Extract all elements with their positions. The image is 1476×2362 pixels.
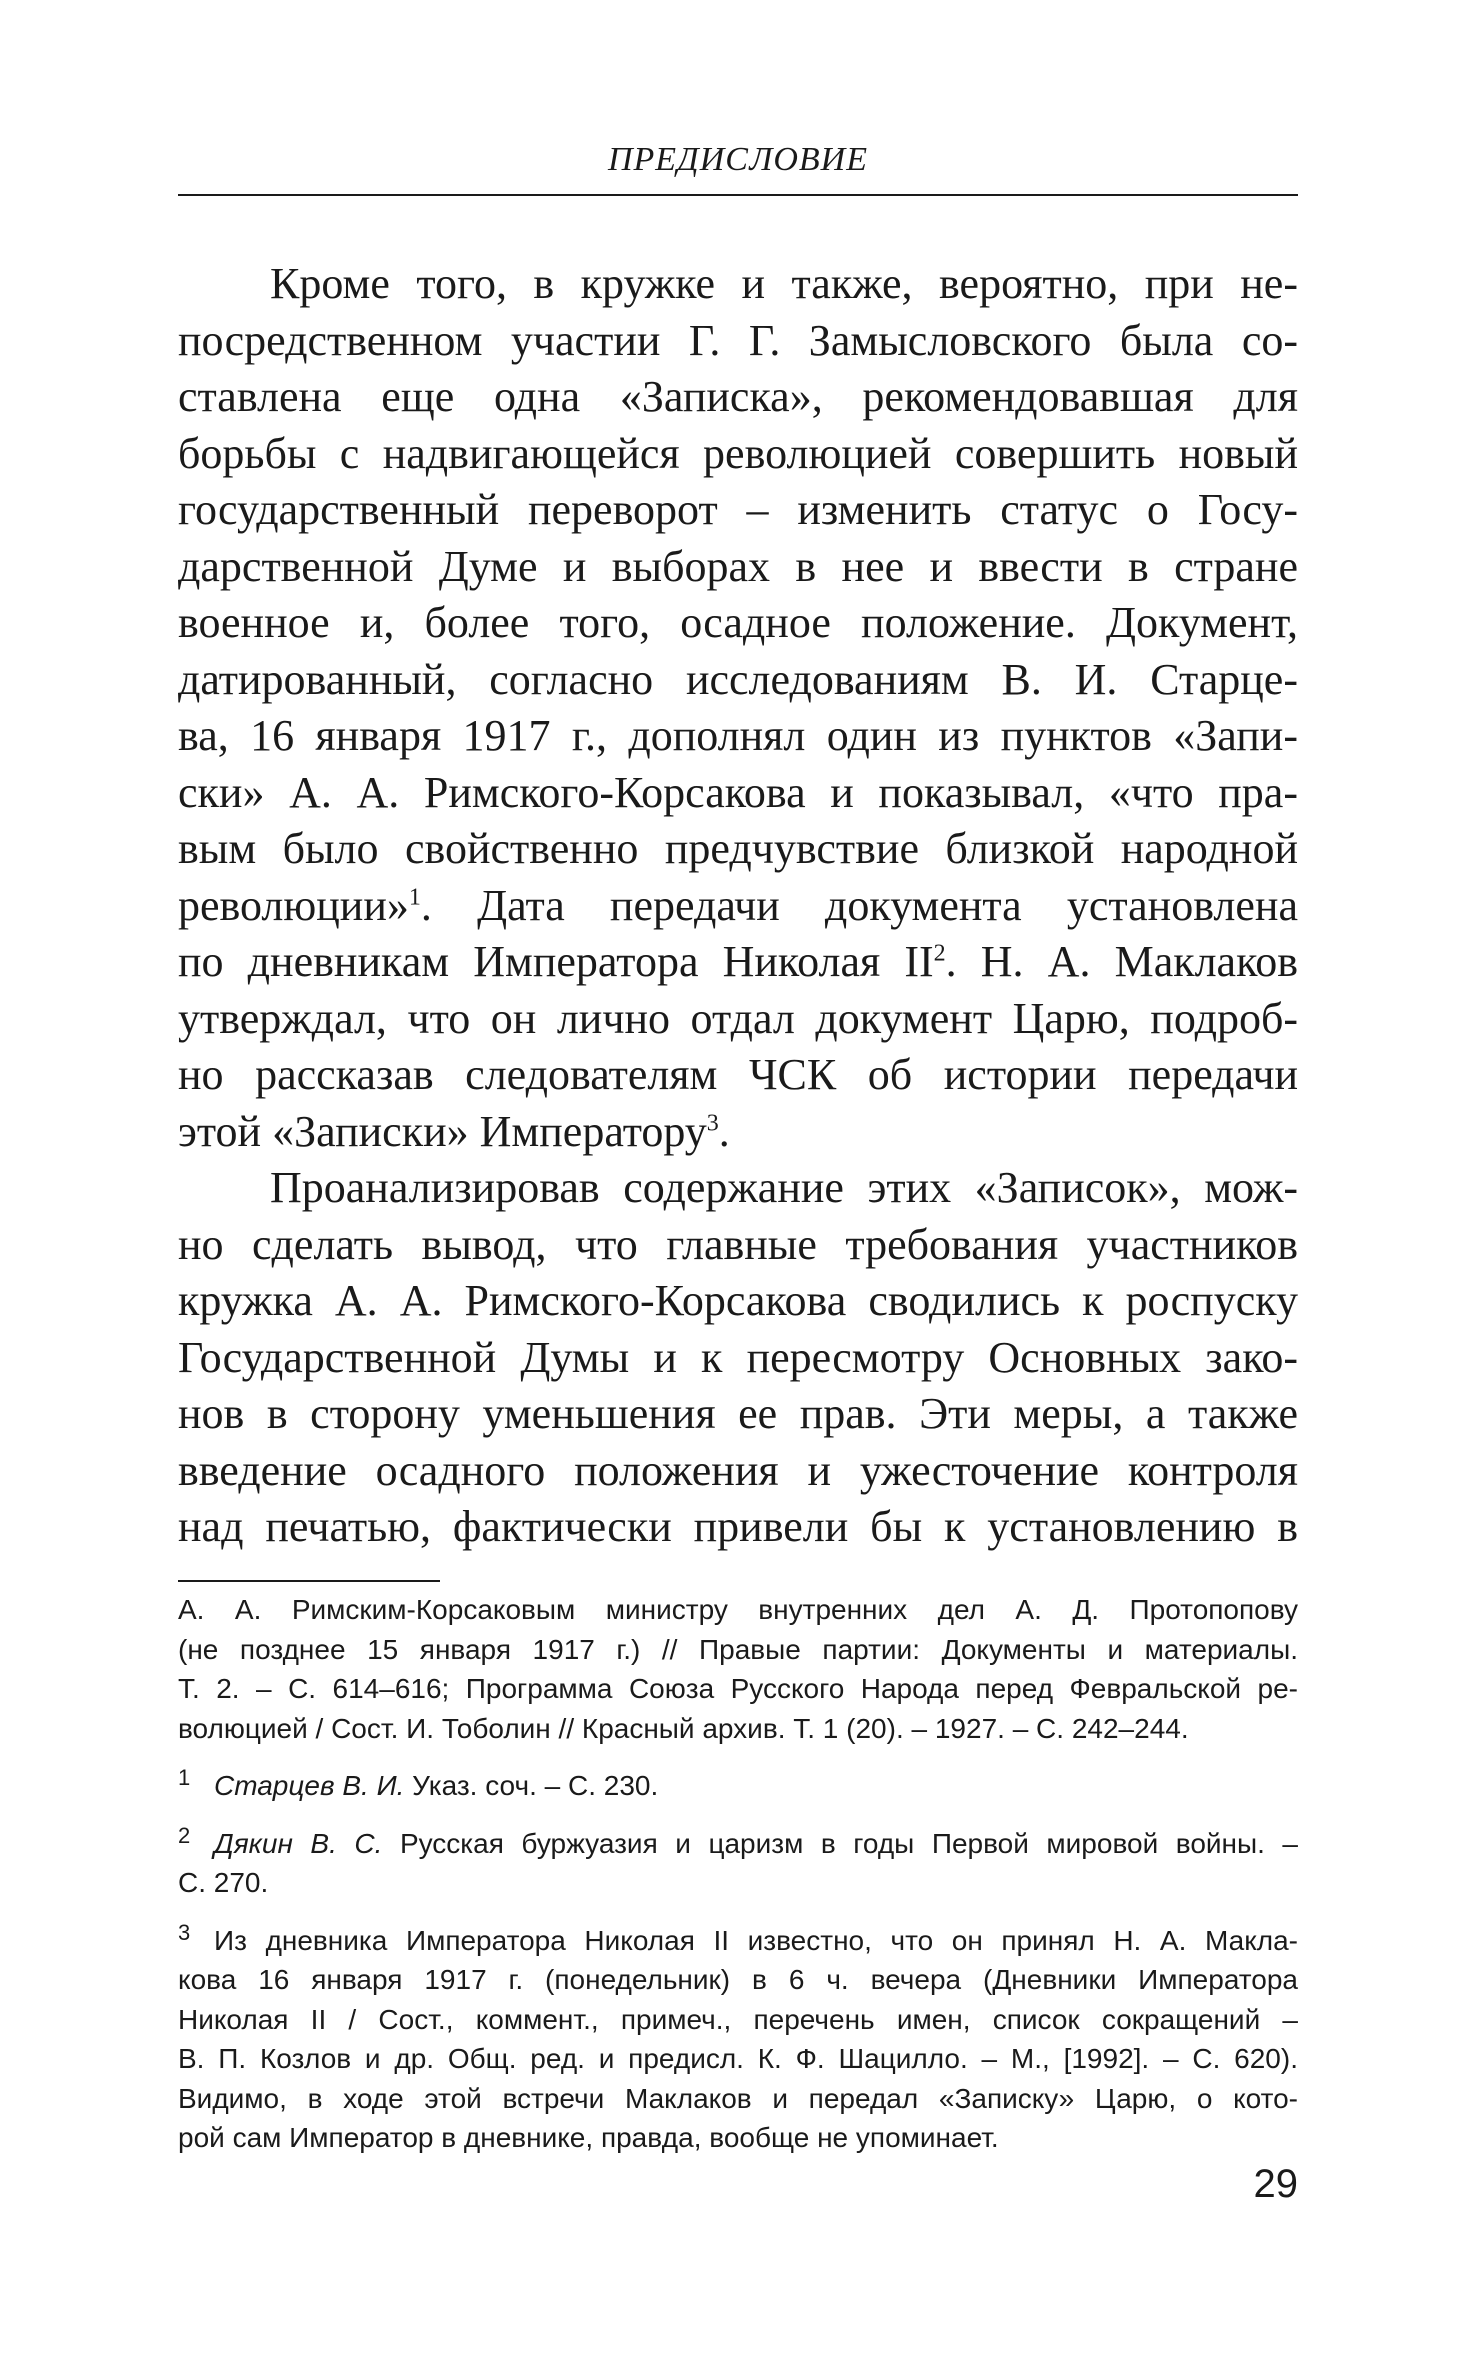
text-line: военное и, более того, осадное положение. Документ,	[178, 598, 1298, 647]
footnote-line: 2 Дякин В. С. Русская буржуазия и царизм в годы Первой мировой войны. –	[178, 1816, 1298, 1864]
text-line: кружка А. А. Римского-Корсакова сводились к роспуску	[178, 1276, 1298, 1325]
footnote-line: Николая II / Сост., коммент., примеч., перечень имен, список сокращений –	[178, 2003, 1298, 2035]
text-line: Государственной Думы и к пересмотру Основных зако-	[178, 1332, 1298, 1382]
footnote-line: (не позднее 15 января 1917 г.) // Правые партии: Документы и материалы.	[178, 1633, 1298, 1665]
footnote-author: Старцев В. И.	[214, 1770, 405, 1801]
header-divider	[178, 194, 1298, 196]
text-line: датированный, согласно исследованиям В. И. Старце-	[178, 654, 1298, 704]
footnote-line: 3 Из дневника Императора Николая II известно, что он принял Н. А. Макла-	[178, 1913, 1298, 1961]
footnote-line: Видимо, в ходе этой встречи Маклаков и передал «Записку» Царю, о кото-	[178, 2082, 1298, 2114]
text-line: нов в сторону уменьшения ее прав. Эти меры, а также	[178, 1389, 1298, 1438]
footnote-3	[178, 1913, 1298, 2158]
main-text	[178, 256, 1298, 1556]
text-line: революции»$^1$. Дата передачи документа установлена	[178, 880, 1298, 930]
footnote-divider	[178, 1580, 440, 1582]
text-line: утверждал, что он лично отдал документ Царю, подроб-	[178, 993, 1298, 1043]
footnote-2	[178, 1816, 1298, 1903]
footnote-line: 1 Старцев В. И. Указ. соч. – С. 230.	[178, 1758, 1298, 1806]
footnote-number: 2	[178, 1822, 191, 1848]
text-line: борьбы с надвигающейся революцией совершить новый	[178, 428, 1298, 478]
footnote-line: Т. 2. – С. 614–616; Программа Союза Русского Народа перед Февральской ре-	[178, 1673, 1298, 1704]
text-line: Проанализировав содержание этих «Записок», мож-	[270, 1163, 1298, 1212]
footnote-line: рой сам Император в дневнике, правда, вообще не упоминает.	[178, 2122, 999, 2153]
text-line: над печатью, фактически привели бы к установлению в	[178, 1502, 1298, 1551]
text-line: ски» А. А. Римского-Корсакова и показывал, «что пра-	[178, 767, 1298, 817]
footnote-author: Дякин В. С.	[214, 1827, 383, 1859]
paragraph-2	[178, 1160, 1298, 1556]
text-line: дарственной Думе и выборах в нее и ввести в стране	[178, 541, 1298, 591]
footnote-1	[178, 1758, 1298, 1806]
footnote-line: кова 16 января 1917 г. (понедельник) в 6 ч. вечера (Дневники Императора	[178, 1964, 1298, 1995]
text-line: Кроме того, в кружке и также, вероятно, при не-	[270, 259, 1298, 308]
paragraph-1	[178, 256, 1298, 1160]
footnote-number: 3	[178, 1919, 191, 1945]
text-line: вым было свойственно предчувствие близкой народной	[178, 824, 1298, 873]
footnote-ref-2[interactable]: 2	[933, 940, 946, 967]
text-line: но сделать вывод, что главные требования участников	[178, 1219, 1298, 1269]
text-line: ва, 16 января 1917 г., дополнял один из пунктов «Запи-	[178, 711, 1298, 760]
footnote-line: В. П. Козлов и др. Общ. ред. и предисл. К. Ф. Шацилло. – М., [1992]. – С. 620).	[178, 2043, 1298, 2074]
footnote-line: волюцией / Сост. И. Тоболин // Красный архив. Т. 1 (20). – 1927. – С. 242–244.	[178, 1712, 1189, 1744]
footnote-line: С. 270.	[178, 1867, 269, 1898]
footnote-continued	[178, 1590, 1298, 1748]
footnotes	[178, 1590, 1298, 2158]
footnote-ref-3[interactable]: 3	[706, 1109, 719, 1136]
text-line: ставлена еще одна «Записка», рекомендовавшая для	[178, 372, 1298, 421]
text-line: введение осадного положения и ужесточение контроля	[178, 1445, 1298, 1495]
footnote-line: А. А. Римским-Корсаковым министру внутренних дел А. Д. Протопопову	[178, 1594, 1298, 1625]
text-line: но рассказав следователям ЧСК об истории передачи	[178, 1050, 1298, 1099]
text-line: посредственном участии Г. Г. Замысловского была со-	[178, 315, 1298, 365]
text-line: государственный переворот – изменить статус о Госу-	[178, 485, 1298, 534]
running-header: ПРЕДИСЛОВИЕ	[607, 141, 869, 178]
page-number: 29	[1253, 2162, 1298, 2206]
text-line: этой «Записки» Императору$^3$.	[178, 1106, 730, 1156]
footnote-number: 1	[178, 1765, 191, 1790]
text-line: по дневникам Императора Николая II$^2$. Н. А. Маклаков	[178, 937, 1298, 986]
footnote-ref-1[interactable]: 1	[408, 883, 421, 910]
